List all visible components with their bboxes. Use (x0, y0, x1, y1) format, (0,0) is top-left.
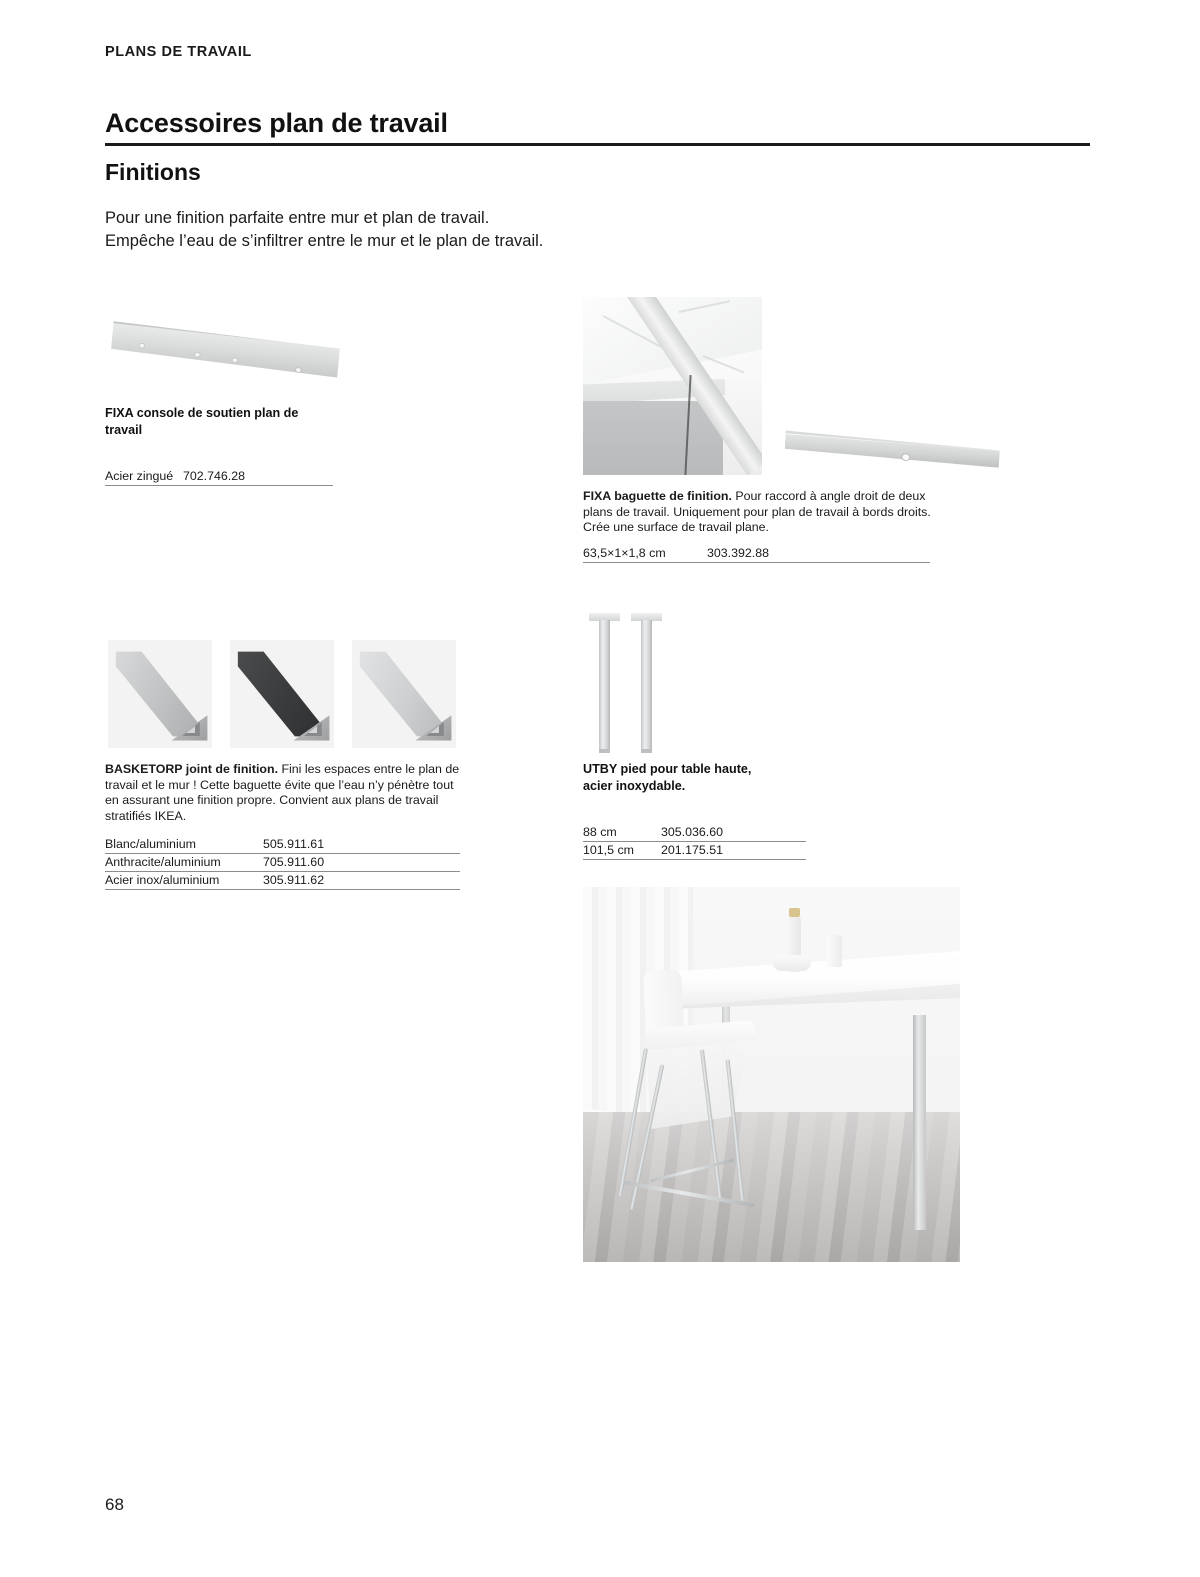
room-scene-photo (583, 887, 960, 1262)
section-title: Finitions (105, 159, 201, 185)
fixa-baguette-description (583, 489, 935, 536)
fixa-console-name: FIXA console de soutien plan de travail (105, 406, 299, 437)
intro-text (105, 207, 725, 253)
cup (826, 935, 842, 967)
fixa-baguette-spec-table (583, 545, 930, 563)
fixa-baguette-name: FIXA baguette de finition. (583, 489, 732, 503)
utby-leg-right (641, 620, 652, 750)
table-row (583, 545, 930, 563)
utby-leg-left (599, 620, 610, 750)
spec-article-number: 303.392.88 (707, 546, 770, 560)
basketorp-inox-swatch-image (352, 640, 456, 748)
spec-article-number: 505.911.61 (263, 837, 325, 851)
intro-line-2: Empêche l’eau de s’infiltrer entre le mur et le plan de travail. (105, 232, 544, 250)
table-row (105, 836, 460, 854)
fixa-console-spec-table (105, 468, 333, 486)
utby-name-line-2: acier inoxydable. (583, 779, 686, 793)
utby-spec-table (583, 824, 806, 860)
spec-label: 63,5×1×1,8 cm (583, 546, 666, 560)
spec-label: 88 cm (583, 825, 617, 839)
page-title: Accessoires plan de travail (105, 108, 448, 138)
table-row (583, 824, 806, 842)
basketorp-description (105, 762, 460, 824)
table-row (105, 872, 460, 890)
spec-label: Blanc/aluminium (105, 837, 196, 851)
utby-name-line-1: UTBY pied pour table haute, (583, 762, 752, 776)
table-row (583, 842, 806, 860)
utby-name (583, 761, 843, 795)
basketorp-anthracite-swatch-image (230, 640, 334, 748)
basketorp-spec-table (105, 836, 460, 890)
table-row (105, 468, 333, 486)
basketorp-desc-text: Fini les espaces entre le plan de travail et le mur ! Cette baguette évite que l’eau n’y pénètre tout en assurant une finition propre. Convient aux plans de travail stratifiés IKEA. (105, 762, 460, 823)
spec-article-number: 305.911.62 (263, 873, 325, 887)
breadcrumb: PLANS DE TRAVAIL (105, 44, 252, 60)
bar-table-leg (913, 1015, 926, 1230)
table-row (105, 854, 460, 872)
title-divider (105, 143, 1090, 146)
spec-label: Acier inox/aluminium (105, 873, 220, 887)
spec-label: Acier zingué (105, 469, 174, 483)
spec-article-number: 702.746.28 (183, 469, 246, 483)
utby-legs-image (583, 608, 713, 756)
fixa-baguette-desc-text: Pour raccord à angle droit de deux plans de travail. Uniquement pour plan de travail à bords droits. Crée une surface de travail plane. (583, 489, 931, 535)
intro-line-1: Pour une finition parfaite entre mur et plan de travail. (105, 209, 490, 227)
basketorp-white-swatch-image (108, 640, 212, 748)
fixa-baguette-scene-photo (583, 297, 762, 475)
spec-article-number: 305.036.60 (661, 825, 724, 839)
support-rail-illustration (110, 317, 341, 379)
spec-label: 101,5 cm (583, 843, 634, 857)
fixa-baguette-product-image (785, 425, 1010, 473)
spec-article-number: 201.175.51 (661, 843, 724, 857)
bowl (773, 955, 811, 971)
page-number: 68 (105, 1495, 124, 1514)
fixa-console-image (108, 305, 348, 390)
spec-article-number: 705.911.60 (263, 855, 325, 869)
basketorp-name: BASKETORP joint de finition. (105, 762, 279, 776)
spec-label: Anthracite/aluminium (105, 855, 221, 869)
